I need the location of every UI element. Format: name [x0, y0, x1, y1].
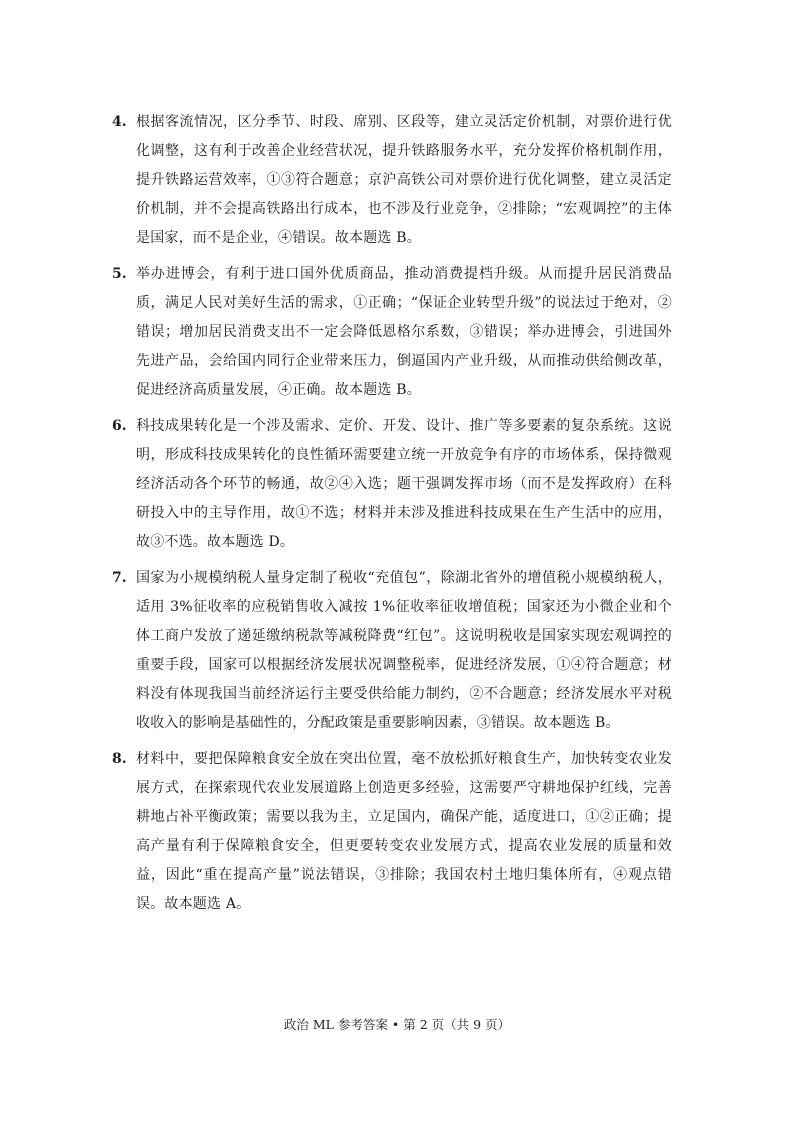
answer-item-7	[112, 564, 672, 738]
answer-list	[112, 108, 672, 926]
answer-number: 7.	[112, 570, 127, 586]
answer-text: 根据客流情况，区分季节、时段、席别、区段等，建立灵活定价机制，对票价进行优化调整，这有利于改善企业经营状况，提升铁路服务水平，充分发挥价格机制作用，提升铁路运营效率，①③符合题意；京沪高铁公司对票价进行优化调整，建立灵活定价机制，并不会提高铁路出行成本，也不涉及行业竞争，②排除；“宏观调控”的主体是国家，而不是企业，④错误。故本题选 B。	[136, 114, 672, 246]
answer-text: 举办进博会，有利于进口国外优质商品，推动消费提档升级。从而提升居民消费品质，满足人民对美好生活的需求，①正确；“保证企业转型升级”的说法过于绝对，②错误；增加居民消费支出不一定会降低恩格尔系数，③错误；举办进博会，引进国外先进产品，会给国内同行企业带来压力，倒逼国内产业升级，从而推动供给侧改革，促进经济高质量发展，④正确。故本题选 B。	[136, 266, 672, 398]
answer-number: 8.	[112, 751, 127, 767]
answer-text: 国家为小规模纳税人量身定制了税收“充值包”，除湖北省外的增值税小规模纳税人，适用 3%征收率的应税销售收入减按 1%征收率征收增值税；国家还为小微企业和个体工商户发放了递延缴纳税款等减税降费“红包”。这说明税收是国家实现宏观调控的重要手段，国家可以根据经济发展状况调整税率，促进经济发展，①④符合题意；材料没有体现我国当前经济运行主要受供给能力制约，②不合题意；经济发展水平对税收收入的影响是基础性的，分配政策是重要影响因素，③错误。故本题选 B。	[136, 570, 672, 731]
answer-number: 6.	[112, 418, 127, 434]
answer-item-8	[112, 745, 672, 919]
answer-text: 材料中，要把保障粮食安全放在突出位置，毫不放松抓好粮食生产，加快转变农业发展方式，在探索现代农业发展道路上创造更多经验，这需要严守耕地保护红线，完善耕地占补平衡政策；需要以我为主，立足国内，确保产能，适度进口，①②正确；提高产量有利于保障粮食安全，但更要转变农业发展方式，提高农业发展的质量和效益，因此“重在提高产量”说法错误，③排除；我国农村土地归集体所有，④观点错误。故本题选 A。	[136, 751, 672, 912]
page-footer: 政治 ML 参考答案 • 第 2 页（共 9 页）	[283, 1017, 511, 1032]
answer-number: 5.	[112, 266, 127, 282]
answer-item-5	[112, 260, 672, 405]
answer-number: 4.	[112, 114, 127, 130]
answer-item-6	[112, 412, 672, 557]
answer-item-4	[112, 108, 672, 253]
answer-text: 科技成果转化是一个涉及需求、定价、开发、设计、推广等多要素的复杂系统。这说明，形成科技成果转化的良性循环需要建立统一开放竞争有序的市场体系，保持微观经济活动各个环节的畅通，故②④入选；题干强调发挥市场（而不是发挥政府）在科研投入中的主导作用，故①不选；材料并未涉及推进科技成果在生产生活中的应用，故③不选。故本题选 D。	[136, 418, 672, 550]
